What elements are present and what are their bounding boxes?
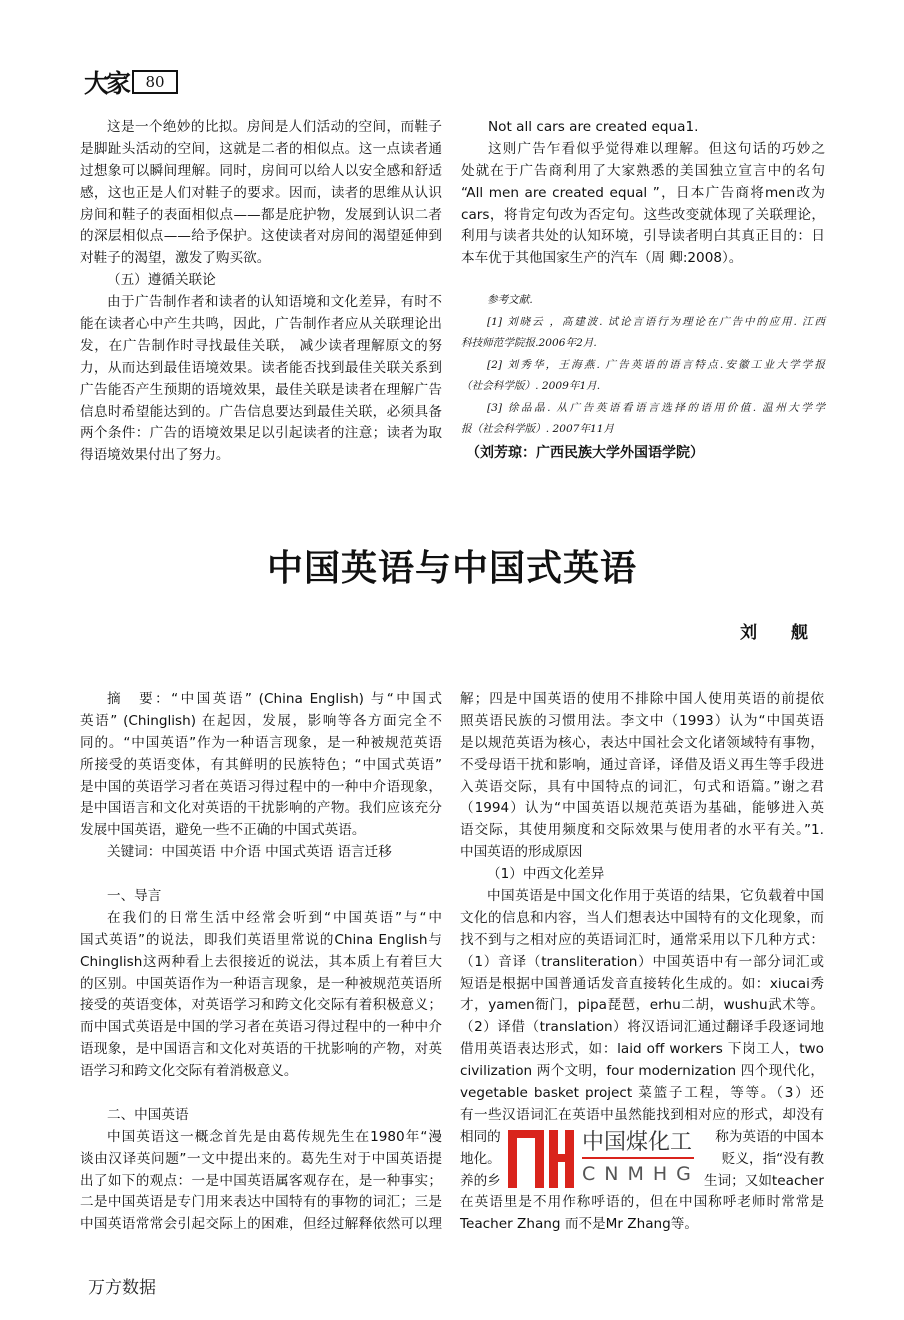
journal-header: [84, 64, 178, 100]
line-text: 找不到与之相对应的英语词汇时，通常采用以下几种方式：: [460, 931, 824, 948]
line-text: [2] 刘秀华，王海燕. 广告英语的语言特点.安徽工业大学学报: [487, 358, 825, 371]
text-line: [460, 820, 824, 842]
text-line: [461, 355, 825, 377]
line-text: （1）中西文化差异: [487, 866, 605, 883]
text-line: [460, 1039, 824, 1061]
line-text: 中国英语的形成原因: [460, 844, 583, 861]
line-text: 这是一个绝妙的比拟。房间是人们活动的空间，而鞋子: [107, 119, 442, 135]
text-line: [80, 1017, 442, 1039]
line-text: 科技师范学院报.2006年2月.: [461, 337, 597, 349]
line-text: （五）遵循关联论: [107, 272, 216, 289]
line-text: 英语” (Chinglish) 在起因，发展，影响等各方面完全不: [80, 712, 442, 729]
text-line: [461, 139, 825, 161]
line-text: 中国英语这一概念首先是由葛传规先生在1980年“漫: [107, 1128, 442, 1145]
line-text: Teacher Zhang 而不是Mr Zhang等。: [460, 1216, 698, 1233]
line-text: 信息时希望能达到的。广告信息要达到最佳关联，必须具备: [80, 403, 442, 420]
line-text: 对鞋子的渴望，激发了购买欲。: [80, 250, 271, 267]
line-text: 这则广告乍看似乎觉得难以理解。但这句话的巧妙之: [488, 140, 825, 157]
line-text: 是中国语言和文化对英语的干扰影响的产物。我们应该充分: [80, 800, 442, 817]
line-text: 处就在于广告商利用了大家熟悉的美国独立宣言中的名句: [461, 162, 825, 179]
text-line: [80, 1083, 442, 1105]
line-text: 参考文献.: [487, 294, 533, 306]
line-text: 广告能否产生预期的语境效果，最佳关联是读者在理解广告: [80, 381, 442, 398]
line-text: 能在读者心中产生共鸣，因此，广告制作者应从关联理论出: [80, 316, 442, 333]
line-text: vegetable basket project 菜篮子工程，等等。（3）还: [460, 1085, 824, 1102]
line-text: （1）音译（transliteration）中国英语中有一部分词汇或: [460, 953, 824, 970]
line-text: 语现象，是中国语言和文化对英语的干扰影响的产物，对英: [80, 1041, 442, 1058]
footer-source: 万方数据: [88, 1278, 156, 1298]
text-line: [80, 952, 442, 974]
text-line: [461, 398, 825, 420]
watermark-text-cn: 中国煤化工: [582, 1130, 693, 1155]
line-text: 的深层相似点——给予保护。这使读者对房间的渴望延伸到: [80, 228, 442, 245]
text-line: [80, 205, 442, 227]
text-line: [460, 886, 824, 908]
line-text: [1] 刘晓云 ，高建波. 试论言语行为理论在广告中的应用. 江西: [487, 315, 825, 328]
line-text: 房间和鞋子的表面相似点——都是庇护物，发展到认识二者: [80, 206, 442, 223]
text-line: [461, 290, 825, 312]
text-line: [80, 423, 442, 445]
line-text: 本车优于其他国家生产的汽车（周 卿:2008）。: [461, 250, 743, 267]
line-fragment-left: 地化。: [460, 1150, 501, 1167]
line-fragment-right: 称为英语的中国本: [715, 1128, 824, 1145]
watermark-divider: [582, 1157, 694, 1159]
text-line: [460, 711, 824, 733]
text-line: [80, 733, 442, 755]
text-line: [461, 312, 825, 334]
text-line: [80, 270, 442, 292]
line-text: 文化的信息和内容，当人们想表达中国特有的文化现象，而: [460, 909, 824, 926]
line-text: 借用英语表达形式，如：laid off workers 下岗工人，two: [460, 1041, 824, 1058]
text-line: [80, 1039, 442, 1061]
line-text: 由于广告制作者和读者的认知语境和文化差异，有时不: [107, 294, 442, 311]
text-line: [80, 711, 442, 733]
line-text: 摘 要：“中国英语” (China English) 与“中国式: [107, 691, 442, 707]
line-text: 得语境效果付出了努力。: [80, 447, 230, 464]
text-line: [80, 755, 442, 777]
text-line: [80, 1149, 442, 1171]
top-left-column: [80, 117, 442, 467]
text-line: [80, 1061, 442, 1083]
line-text: 利用与读者共处的认知环境，引导读者明白其真正目的：日: [461, 228, 825, 245]
text-line: [461, 376, 825, 398]
text-line: [80, 445, 442, 467]
text-line: [460, 842, 824, 864]
text-line: [460, 777, 824, 799]
text-line: [460, 908, 824, 930]
line-text: 解；四是中国英语的使用不排除中国人使用英语的前提依: [460, 691, 824, 707]
line-text: 一、导言: [107, 888, 162, 905]
text-line: [80, 248, 442, 270]
page-number: 80: [132, 70, 178, 94]
line-text: civilization 两个文明，four modernization 四个现代化，: [460, 1063, 824, 1080]
line-text: 短语是根据中国普通话发音直接转化生成的。如：xiucai秀: [460, 975, 824, 992]
text-line: [460, 689, 824, 711]
text-line: [460, 930, 824, 952]
text-line: [80, 820, 442, 842]
line-text: Chinglish这两种看上去很接近的说法，其本质上有着巨大: [80, 953, 442, 970]
text-line: [460, 733, 824, 755]
text-line: [80, 183, 442, 205]
article-author: 刘 舰: [740, 623, 822, 643]
text-line: [80, 139, 442, 161]
text-line: [461, 183, 825, 205]
author-affiliation: （刘芳琼：广西民族大学外国语学院）: [466, 445, 704, 461]
line-text: 关键词：中国英语 中介语 中国式英语 语言迁移: [107, 844, 392, 861]
line-text: 才，yamen衙门，pipa琵琶，erhu二胡，wushu武术等。: [460, 997, 824, 1014]
line-text: 而中国式英语是中国的学习者在英语习得过程中的一种中介: [80, 1019, 442, 1036]
text-line: [80, 1214, 442, 1236]
line-text: 中国英语常常会引起交际上的困难，但经过解释依然可以理: [80, 1216, 442, 1233]
line-text: 在英语里是不用作称呼语的，但在中国称呼老师时常常是: [460, 1194, 824, 1211]
line-text: 不受母语干扰和影响，通过音译，译借及语义再生等手段进: [460, 756, 824, 773]
line-text: “All men are created equal ”，日本广告商将men改为: [461, 184, 825, 201]
line-text: 照英语民族的习惯用法。李文中（1993）认为“中国英语: [460, 712, 824, 729]
line-text: 在我们的日常生活中经常会听到“中国英语”与“中: [107, 909, 442, 926]
text-line: [80, 358, 442, 380]
line-text: 发，在广告制作时寻找最佳关联， 减少读者理解原文的努: [80, 337, 442, 354]
line-text: Not all cars are created equa1.: [488, 119, 699, 135]
line-text: 中国英语是中国文化作用于英语的结果，它负载着中国: [487, 888, 824, 905]
watermark: [508, 1130, 700, 1188]
line-text: 发展中国英语，避免一些不正确的中国式英语。: [80, 822, 366, 839]
text-line: [460, 1214, 824, 1236]
text-line: [80, 974, 442, 996]
line-text: （1994）认为“中国英语以规范英语为基础，能够进入英: [460, 800, 824, 817]
text-line: [80, 995, 442, 1017]
line-text: 报（社会科学版）. 2007年11月: [461, 423, 615, 435]
text-line: [461, 419, 825, 441]
line-text: 国式英语”的说法，即我们英语里常说的China English与: [80, 931, 442, 948]
article-title: 中国英语与中国式英语: [266, 547, 637, 589]
text-line: [460, 798, 824, 820]
text-line: [460, 1105, 824, 1127]
line-text: 两个条件：广告的语境效果足以引起读者的注意；读者为取: [80, 425, 442, 442]
text-line: [460, 952, 824, 974]
line-text: 的区别。中国英语作为一种语言现象，是一种被规范英语所: [80, 975, 442, 992]
top-right-column: [461, 117, 825, 270]
text-line: [461, 205, 825, 227]
line-text: 语交际，其使用频度和交际效果与使用者的水平有关。”1.: [460, 822, 824, 839]
line-text: 是中国的英语学习者在英语习得过程中的一种中介语现象，: [80, 778, 442, 795]
text-line: [80, 402, 442, 424]
text-line: [80, 930, 442, 952]
text-line: [460, 1017, 824, 1039]
line-text: 入英语交际，具有中国特点的词汇，句式和语篇。”谢之君: [460, 778, 824, 795]
line-text: 二、中国英语: [107, 1106, 189, 1123]
line-text: 有一些汉语词汇在英语中虽然能找到相对应的形式，却没有: [460, 1106, 824, 1123]
text-line: [460, 995, 824, 1017]
text-line: [80, 380, 442, 402]
text-line: [80, 864, 442, 886]
line-fragment-left: 相同的: [460, 1128, 501, 1145]
line-text: 接受的英语变体，对英语学习和跨文化交际有着积极意义；: [80, 997, 442, 1014]
line-text: 是脚趾头活动的空间，这就是二者的相似点。这一点读者通: [80, 140, 442, 157]
text-line: [460, 864, 824, 886]
line-text: 语学习和跨文化交际有着消极意义。: [80, 1063, 298, 1080]
text-line: [80, 1192, 442, 1214]
line-text: 感，这也正是人们对鞋子的要求。因而，读者的思维从认识: [80, 184, 442, 201]
text-line: [460, 1083, 824, 1105]
text-line: [80, 1127, 442, 1149]
line-text: 力，从而达到最佳语境效果。读者能否找到最佳关联关系到: [80, 359, 442, 376]
text-line: [80, 1105, 442, 1127]
text-line: [80, 777, 442, 799]
line-text: 所接受的英语变体，有其鲜明的民族特色；“中国式英语”: [80, 756, 442, 773]
text-line: [80, 292, 442, 314]
text-line: [460, 974, 824, 996]
text-line: [460, 1061, 824, 1083]
bottom-left-column: [80, 689, 442, 1236]
text-line: [80, 689, 442, 711]
text-line: [461, 161, 825, 183]
text-line: [80, 798, 442, 820]
text-line: [80, 908, 442, 930]
watermark-logo-mark: [508, 1130, 574, 1188]
line-text: 谈由汉译英问题”一文中提出来的。葛先生对于中国英语提: [80, 1150, 442, 1167]
text-line: [80, 161, 442, 183]
line-text: 是以规范英语为核心，表达中国社会文化诸领域特有事物，: [460, 734, 824, 751]
text-line: [460, 755, 824, 777]
line-text: 二是中国英语是专门用来表达中国特有的事物的词汇；三是: [80, 1194, 442, 1211]
references: [461, 290, 825, 441]
text-line: [461, 333, 825, 355]
line-text: （社会科学版）. 2009年1月.: [461, 380, 601, 392]
text-line: [80, 336, 442, 358]
text-line: [80, 226, 442, 248]
text-line: [80, 117, 442, 139]
text-line: [461, 226, 825, 248]
line-text: [3] 徐品晶. 从广告英语看语言选择的语用价值. 温州大学学: [487, 401, 825, 414]
line-text: 过想象可以瞬间理解。同时，房间可以给人以安全感和舒适: [80, 162, 442, 179]
text-line: [461, 117, 825, 139]
watermark-text-en: CNMHG: [582, 1163, 700, 1185]
text-line: [80, 314, 442, 336]
line-fragment-left: 养的乡: [460, 1172, 501, 1189]
text-line: [80, 886, 442, 908]
line-text: 同的。“中国英语”作为一种语言现象，是一种被规范英语: [80, 734, 442, 751]
text-line: [80, 1171, 442, 1193]
text-line: [461, 248, 825, 270]
line-text: （2）译借（translation）将汉语词汇通过翻译手段逐词地: [460, 1019, 824, 1036]
line-text: 出了如下的观点：一是中国英语属客观存在，是一种事实；: [80, 1172, 442, 1189]
line-fragment-right: 生词；又如teacher: [703, 1172, 824, 1189]
line-text: cars，将肯定句改为否定句。这些改变就体现了关联理论，: [461, 206, 825, 223]
text-line: [460, 1192, 824, 1214]
journal-logo: 大家: [84, 69, 129, 98]
line-fragment-right: 贬义，指“没有教: [721, 1150, 824, 1167]
text-line: [80, 842, 442, 864]
